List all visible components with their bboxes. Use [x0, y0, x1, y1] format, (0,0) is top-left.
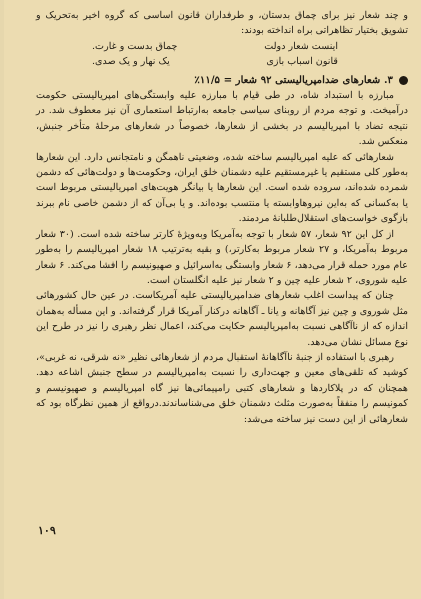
section-heading-text: ۳. شعارهای ضدامپریالیستی ۹۲ شعار = ۱۱/۵٪	[194, 73, 393, 86]
paragraph-4: چنان که پیداست اغلب شعارهای ضدامپریالیستی علیه آمریکاست. در عین حال کشورهائی مثل شوروی و چین نیز آگاهانه و یانا ـ آگاهانه درکنار آمریکا قرار گرفته‌اند. و این مسأله به‌همان اندازه که از ناآگاهی نسبت به‌امپریالیسم حکایت می‌کند، اعمال نظر رهبری را نیز در طرح این نوع مسائل نشان می‌دهد.	[36, 290, 408, 348]
page-text	[36, 8, 408, 427]
page-number: ۱۰۹	[38, 524, 56, 537]
paragraph-3: از کل این ۹۲ شعار، ۵۷ شعار با توجه به‌آمریکا و‌به‌ویژهٔ کارتر ساخته شده است. (۳۰ شعار مربوط به‌آمریکا، و ۲۷ شعار مربوط به‌کارتر،) و بقیه به‌ترتیب ۱۸ شعار امپریالیسم را به‌طور عام مورد حمله قرار می‌دهد، ۶ شعار وابستگی به‌اسرائیل و صهیونیسم را افشا می‌کند. ۶ شعار علیه شوروی، ۲ شعار علیه چین و ۲ شعار نیز علیه انگلستان است.	[36, 228, 408, 286]
verse-line-2	[36, 54, 408, 69]
paragraph-5: رهبری با استفاده از جنبهٔ ناآگاهانهٔ استقبال مردم از شعارهائی نظیر «نه شرقی، نه غربی»، کوشید که تلقی‌های معین و جهت‌داری را نسبت به‌امپریالیسم در سطح جنبش اشاعه دهد. همچنان که در پلاکاردها و شعارهای کتبی رامپیمائی‌ها نیز گاه امپریالیسم و صهیونیسم و کمونیسم را منفقاً به‌صورت مثلث دشمنان خلق می‌شناساندند.درواقع از همین نظرگاه بود که شعارهائی از این دست نیز ساخته می‌شد:	[36, 351, 408, 425]
paragraph-2: شعارهائی که علیه امپریالیسم ساخته شده، وضعیتی ناهمگن و نامتجانس دارد. این شعارها به‌طور کلی مستقیم یا غیرمستقیم علیه دشمنان خلق ایران، وحکومت‌ها و دولت‌هائی که دشمن شمرده شده‌اند، سروده شده است. این شعارها یا بیانگر هویت‌های امپریالیستی مربوط است یا به‌کسانی که به‌این نیروهاوابسته یا منتسب بوده‌اند. و یا بی‌آن که از دشمن خاصی نام ببرند بازگوی خواست‌های استقلال‌طلبانهٔ مردمند.	[36, 151, 408, 225]
verse-line-1	[36, 39, 408, 54]
section-heading	[36, 73, 408, 88]
paragraph-intro: و چند شعار نیز برای چماق بدستان، و طرفداران قانون اساسی که گروه اخیر به‌تحریک و تشویق بختیار تظاهراتی براه انداخته بودند:	[36, 10, 408, 37]
paragraph-1: مبارزه با استبداد شاه، در طی قیام با مبارزه علیه وابستگی‌های امپریالیستی حکومت درآمیخت. و توجه مردم از روبنای سیاسی جامعه به‌ارتباط استعماری آن نیز معطوف شد. در نتیجه تضاد با امپریالیسم در بخشی از شعارها، خصوصاً در شعارهای مرحلهٔ متأخر جنبش، منعکس شد.	[36, 90, 408, 148]
verse-2-right: قانون اسباب بازی	[266, 56, 338, 68]
verse-2-left: یک نهار و یک صدی.	[92, 56, 170, 68]
bullet-icon	[399, 76, 408, 85]
verse-1-right: اینست شعار دولت	[264, 40, 338, 52]
verse-1-left: چماق بدست و غارت.	[92, 40, 178, 52]
